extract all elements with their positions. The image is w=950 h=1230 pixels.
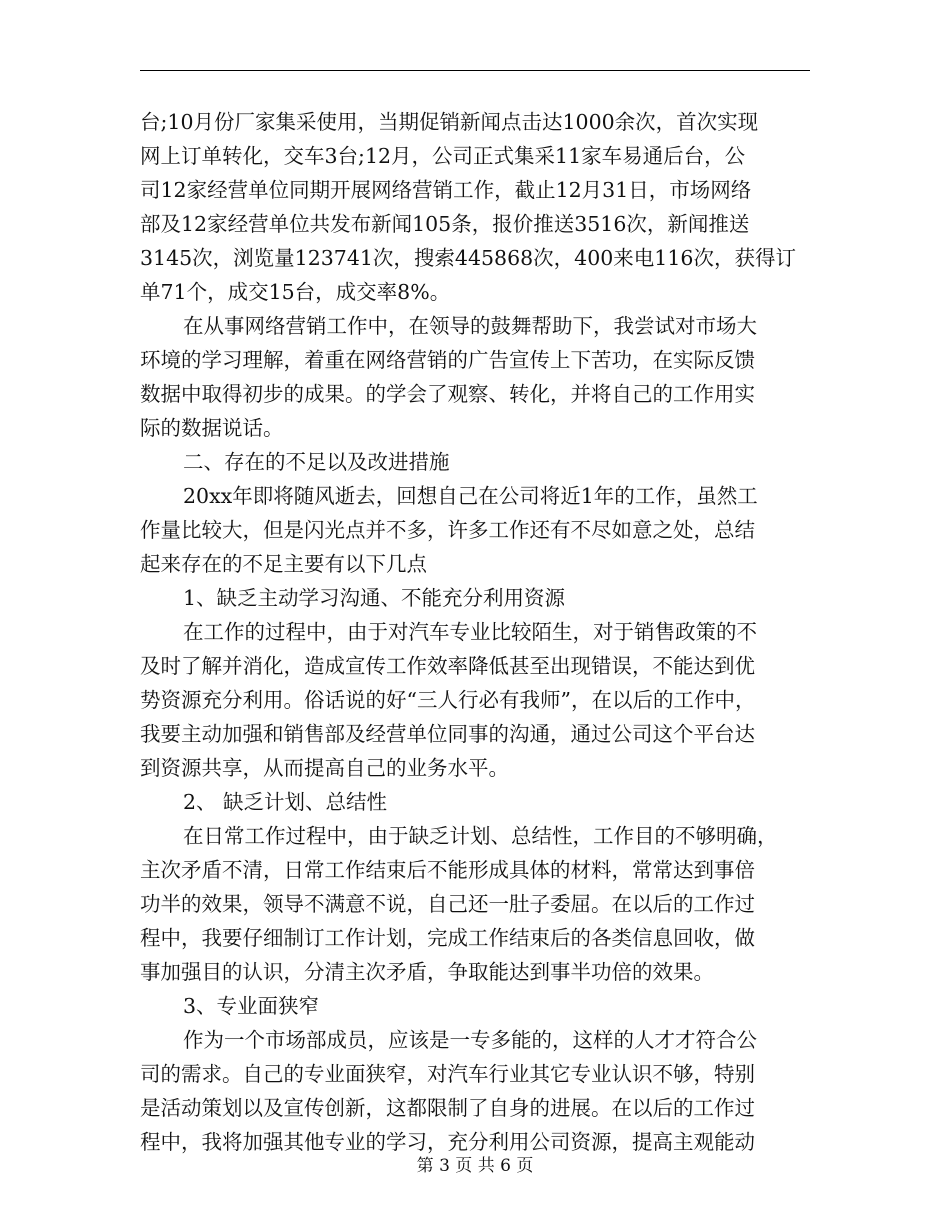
text-line: 是活动策划以及宣传创新，这都限制了自身的进展。在以后的工作过 (140, 1096, 755, 1120)
text-line: 部及12家经营单位共发布新闻105条，报价推送3516次，新闻推送 (140, 212, 750, 236)
text-line: 程中，我要仔细制订工作计划，完成工作结束后的各类信息回收，做 (140, 926, 755, 950)
text-line: 作为一个市场部成员，应该是一专多能的，这样的人才才符合公 (183, 1028, 757, 1052)
page-footer: 第 3 页 共 6 页 (416, 1156, 534, 1176)
text-line: 司的需求。自己的专业面狭窄，对汽车行业其它专业认识不够，特别 (140, 1062, 755, 1086)
text-line: 作量比较大，但是闪光点并不多，许多工作还有不尽如意之处，总结 (140, 518, 755, 542)
text-line: 司12家经营单位同期开展网络营销工作，截止12月31日，市场网络 (140, 178, 752, 202)
body-text (140, 105, 812, 1159)
text-line: 2、 缺乏计划、总结性 (183, 790, 388, 814)
text-line: 二、存在的不足以及改进措施 (183, 450, 450, 474)
text-line: 台;10月份厂家集采使用，当期促销新闻点击达1000余次，首次实现 (140, 110, 759, 134)
text-line: 在日常工作过程中，由于缺乏计划、总结性，工作目的不够明确， (183, 824, 778, 848)
text-line: 到资源共享，从而提高自己的业务水平。 (140, 756, 509, 780)
header-rule (140, 70, 810, 71)
text-line: 在工作的过程中，由于对汽车专业比较陌生，对于销售政策的不 (183, 620, 757, 644)
text-line: 环境的学习理解，着重在网络营销的广告宣传上下苦功，在实际反馈 (140, 348, 755, 372)
text-line: 起来存在的不足主要有以下几点 (140, 552, 427, 576)
text-line: 网上订单转化，交车3台;12月，公司正式集采11家车易通后台，公 (140, 144, 746, 168)
text-line: 际的数据说话。 (140, 416, 284, 440)
text-line: 程中，我将加强其他专业的学习，充分利用公司资源，提高主观能动 (140, 1130, 755, 1154)
text-line: 势资源充分利用。俗话说的好“三人行必有我师”，在以后的工作中， (140, 688, 756, 712)
text-line: 数据中取得初步的成果。的学会了观察、转化，并将自己的工作用实 (140, 382, 755, 406)
text-line: 我要主动加强和销售部及经营单位同事的沟通，通过公司这个平台达 (140, 722, 755, 746)
text-line: 及时了解并消化，造成宣传工作效率降低甚至出现错误，不能达到优 (140, 654, 755, 678)
text-line: 功半的效果，领导不满意不说，自己还一肚子委屈。在以后的工作过 (140, 892, 755, 916)
text-line: 3、专业面狭窄 (183, 994, 320, 1018)
text-line: 1、缺乏主动学习沟通、不能充分利用资源 (183, 586, 566, 610)
text-line: 在从事网络营销工作中，在领导的鼓舞帮助下，我尝试对市场大 (183, 314, 757, 338)
text-line: 主次矛盾不清，日常工作结束后不能形成具体的材料，常常达到事倍 (140, 858, 755, 882)
text-line: 3145次，浏览量123741次，搜索445868次，400来电116次，获得订 (140, 246, 796, 270)
text-line: 单71个，成交15台，成交率8%。 (140, 280, 451, 304)
text-line: 事加强目的认识，分清主次矛盾，争取能达到事半功倍的效果。 (140, 960, 714, 984)
text-line: 20xx年即将随风逝去，回想自己在公司将近1年的工作，虽然工 (183, 484, 758, 508)
